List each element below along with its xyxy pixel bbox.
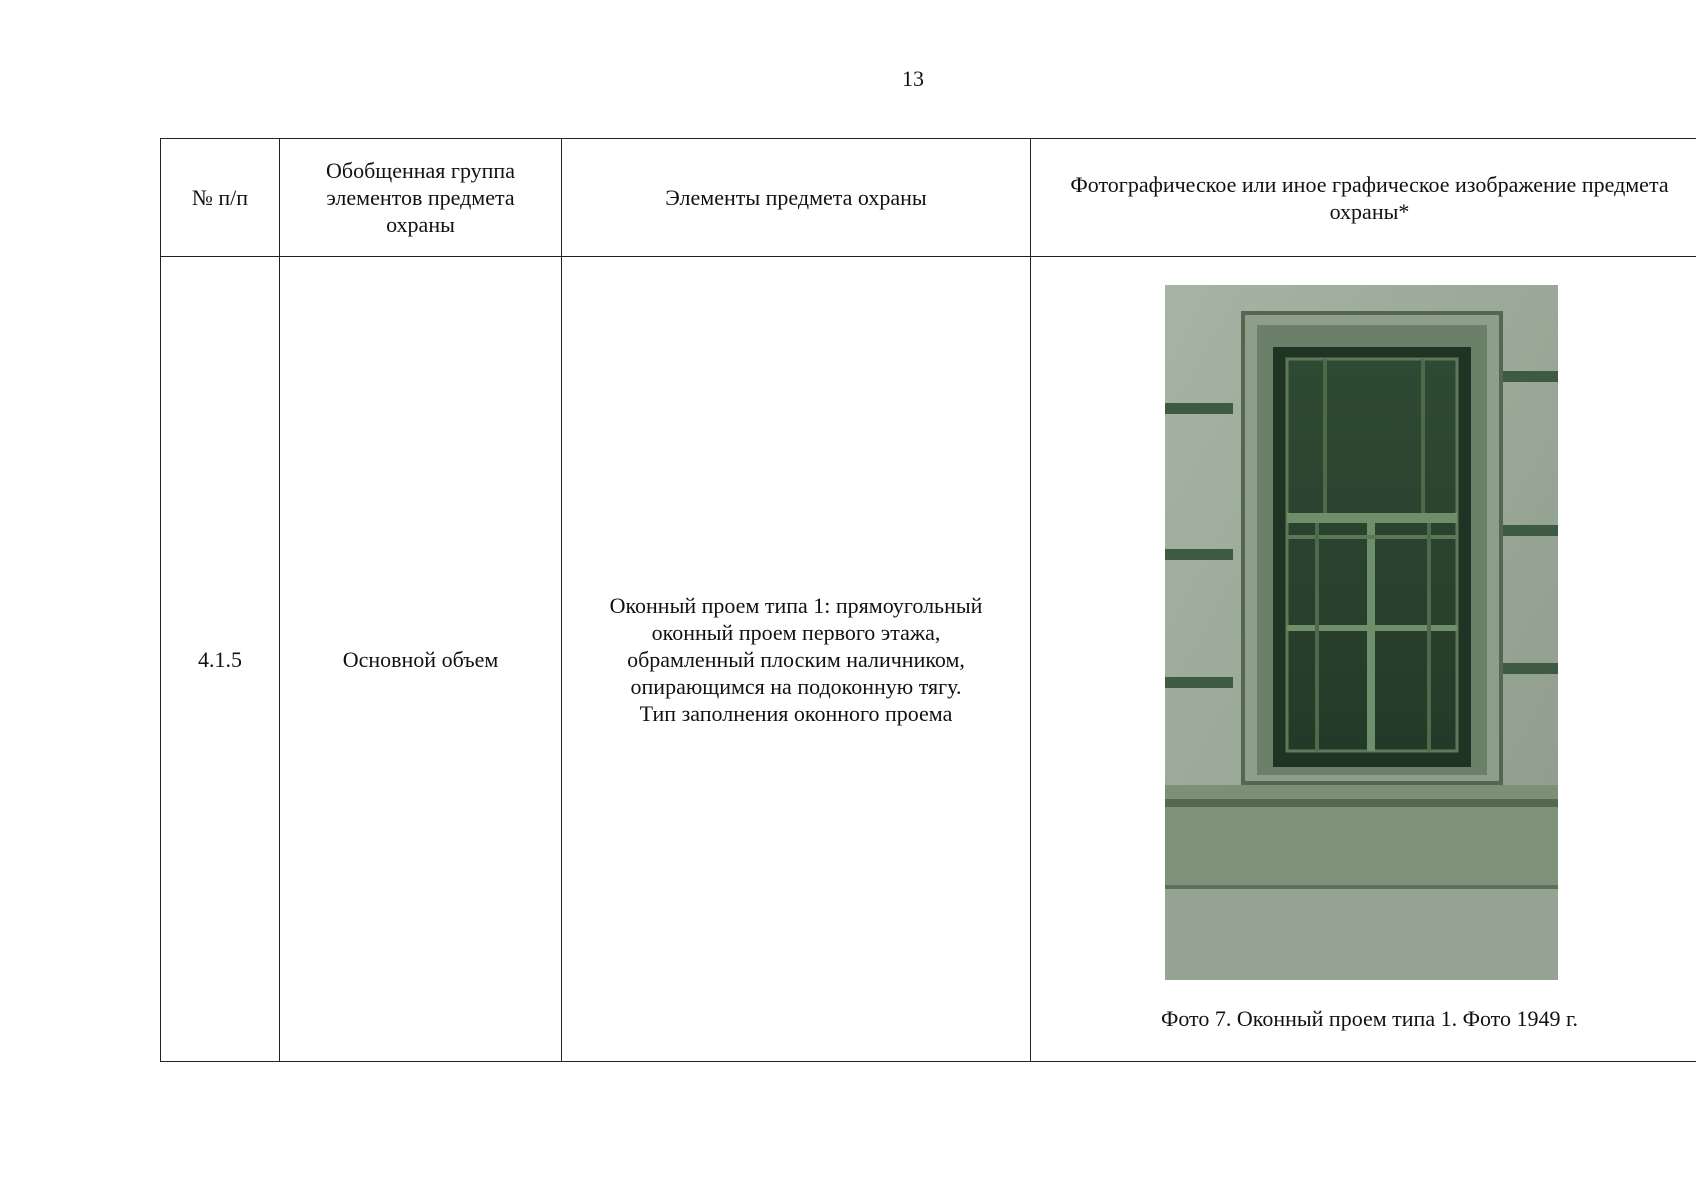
header-number: № п/п [161,139,280,257]
row-number: 4.1.5 [161,257,280,1062]
row-group: Основной объем [280,257,562,1062]
elements-line: оконный проем первого этажа, [651,619,941,645]
table-header-row [161,139,1696,257]
row-elements [562,257,1031,1062]
header-group: Обобщенная группа элементов предмета охраны [280,139,562,257]
window-photo-svg [1165,285,1558,980]
window-photo-image [1165,285,1558,980]
photo-caption: Фото 7. Оконный проем типа 1. Фото 1949 г. [1160,1006,1579,1031]
elements-line: Тип заполнения оконного проема [639,700,953,726]
header-elements: Элементы предмета охраны [562,139,1031,257]
elements-line: опирающимся на подоконную тягу. [630,673,962,699]
row-photo [1031,257,1696,1062]
elements-line: обрамленный плоским наличником, [627,646,965,672]
page-number: 13 [902,66,924,91]
protection-table [160,138,1696,1062]
table-row [161,257,1696,1062]
elements-line: Оконный проем типа 1: прямоугольный [609,592,983,618]
header-image: Фотографическое или иное графическое изображение предмета охраны* [1031,139,1696,257]
